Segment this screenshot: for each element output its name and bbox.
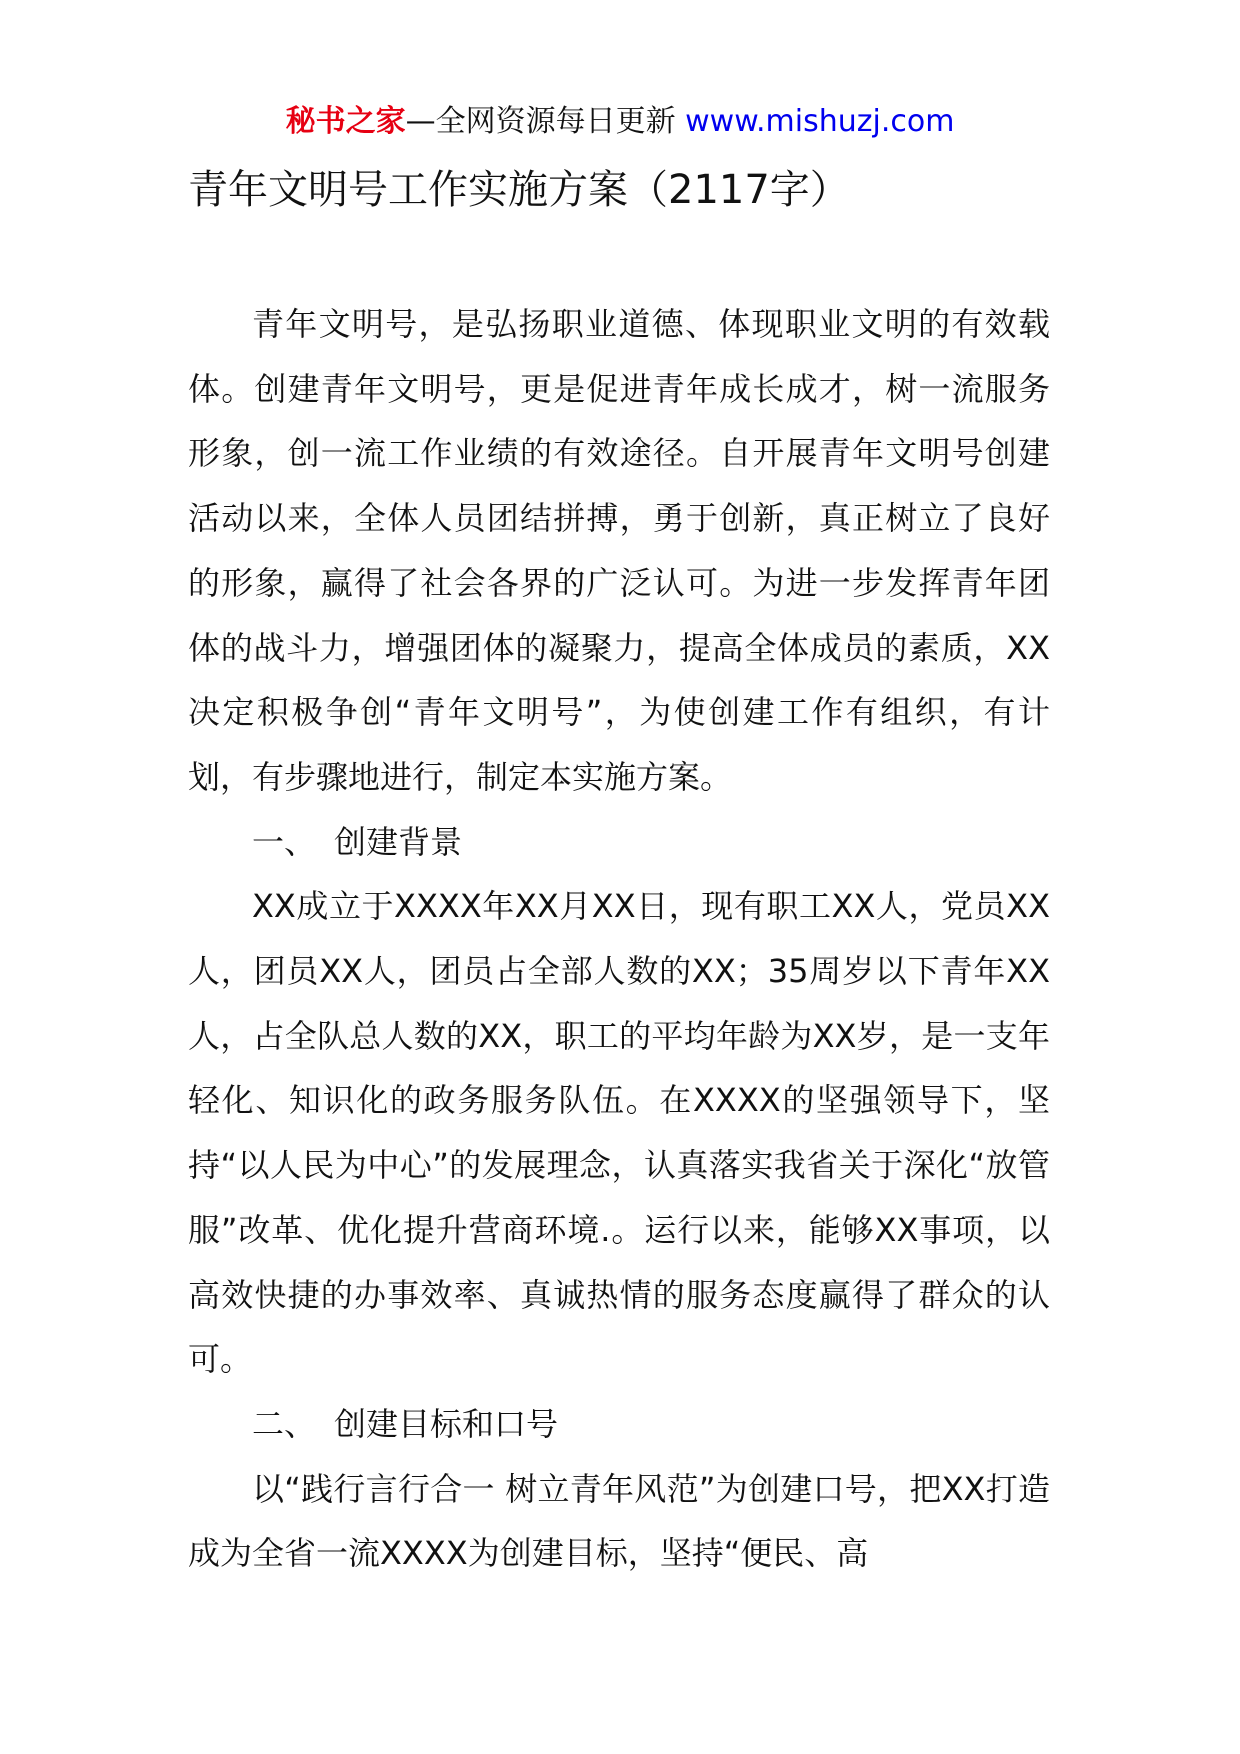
section-heading-goals (188, 1392, 1050, 1457)
section-heading-background (188, 810, 1050, 875)
paragraph-goals: 以“践行言行合一 树立青年风范”为创建口号，把XX打造成为全省一流XXXX为创建目标，坚持“便民、高 (188, 1469, 1050, 1573)
section-title: 创建背景 (334, 822, 463, 861)
section-number: 一、 (252, 822, 317, 861)
paragraph-background: XX成立于XXXX年XX月XX日，现有职工XX人，党员XX人，团员XX人，团员占全部人数的XX；35周岁以下青年XX人，占全队总人数的XX，职工的平均年龄为XX岁，是一支年轻化、知识化的政务服务队伍。在XXXX的坚强领导下，坚持“以人民为中心”的发展理念，认真落实我省关于深化“放管服”改革、优化提升营商环境.。运行以来，能够XX事项，以高效快捷的办事效率、真诚热情的服务态度赢得了群众的认可。 (188, 887, 1050, 1379)
section-title: 创建目标和口号 (334, 1404, 559, 1443)
site-url-link[interactable]: www.mishuzj.com (685, 104, 955, 139)
site-tagline: —全网资源每日更新 (405, 104, 676, 139)
document-body (188, 292, 1050, 1586)
site-brand: 秘书之家 (285, 104, 406, 139)
paragraph-intro: 青年文明号，是弘扬职业道德、体现职业文明的有效载体。创建青年文明号，更是促进青年成长成才，树一流服务形象，创一流工作业绩的有效途径。自开展青年文明号创建活动以来，全体人员团结拼搏，勇于创新，真正树立了良好的形象，赢得了社会各界的广泛认可。为进一步发挥青年团体的战斗力，增强团体的凝聚力，提高全体成员的素质，XX决定积极争创“青年文明号”，为使创建工作有组织，有计划，有步骤地进行，制定本实施方案。 (188, 305, 1050, 796)
site-header (0, 100, 1240, 144)
document-title: 青年文明号工作实施方案（2117字） (188, 167, 850, 213)
section-number: 二、 (252, 1404, 317, 1443)
